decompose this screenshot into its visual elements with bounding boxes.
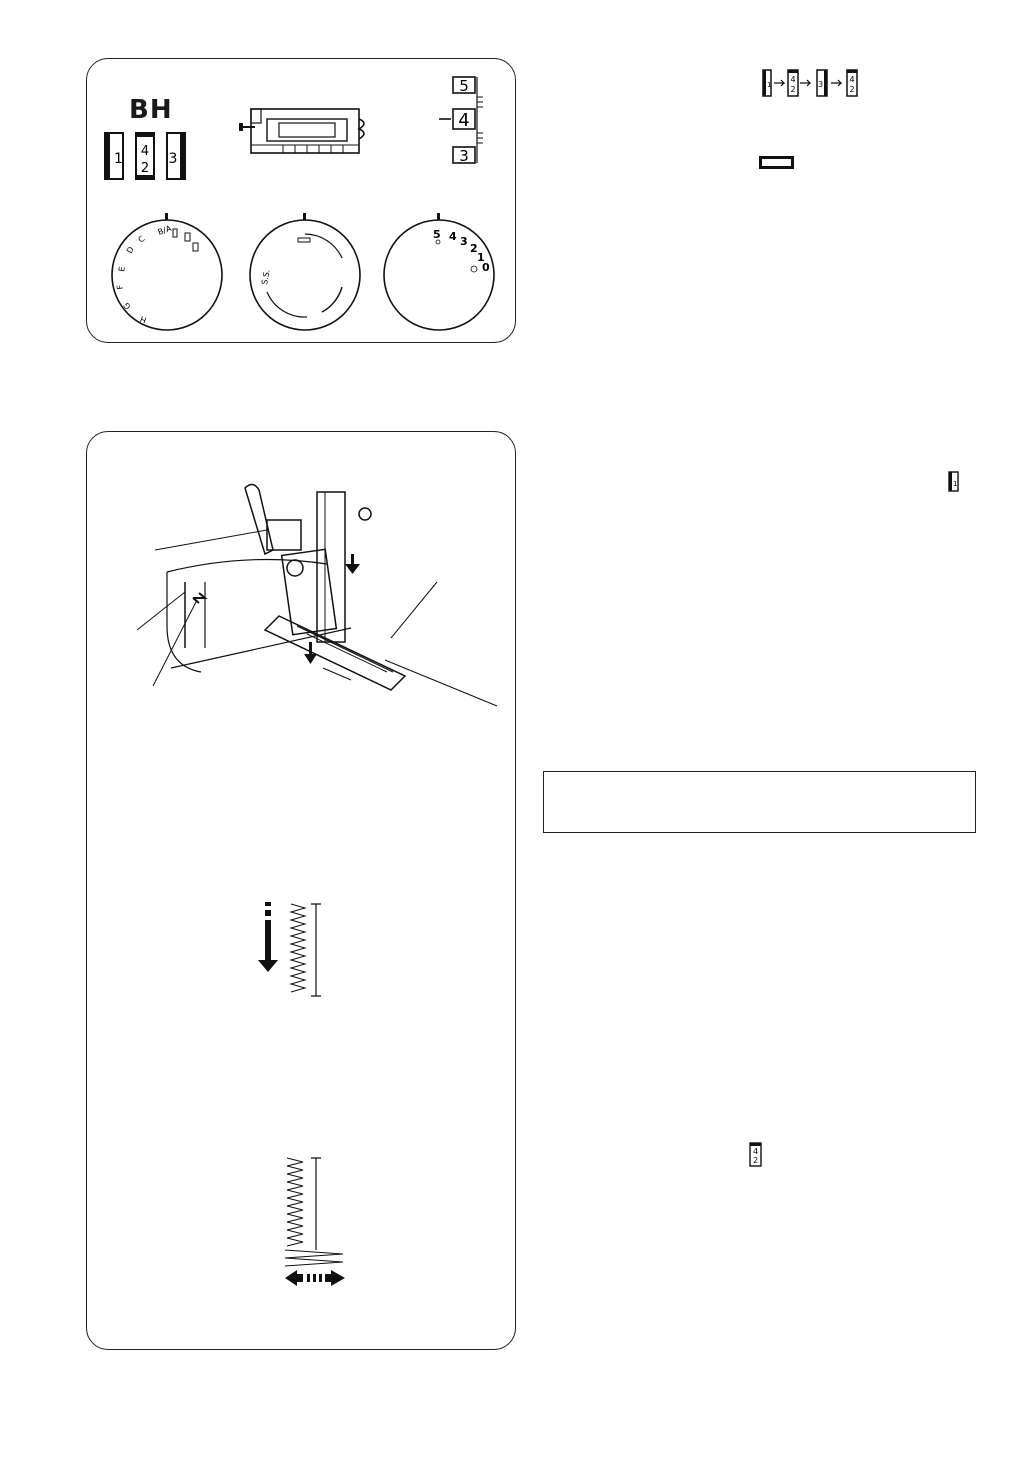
svg-text:F: F xyxy=(115,284,125,291)
svg-text:4: 4 xyxy=(140,144,150,159)
presser-foot-illustration xyxy=(127,472,507,752)
svg-text:1: 1 xyxy=(767,81,772,89)
buttonhole-sequence xyxy=(761,67,873,101)
zigzag-stitch-down-diagram xyxy=(247,898,337,1002)
svg-text:2: 2 xyxy=(470,242,478,255)
svg-text:3: 3 xyxy=(460,235,468,248)
svg-text:4: 4 xyxy=(752,1147,759,1156)
mode-label: BH xyxy=(129,95,173,125)
buttonhole-shape-icon xyxy=(759,156,795,170)
svg-text:3: 3 xyxy=(459,147,469,165)
svg-text:S.S.: S.S. xyxy=(260,268,272,286)
step-3-symbol xyxy=(167,133,185,179)
svg-text:H: H xyxy=(138,314,148,325)
svg-text:3: 3 xyxy=(818,80,824,89)
svg-text:1: 1 xyxy=(953,480,958,488)
svg-text:3: 3 xyxy=(168,151,178,167)
svg-text:B/A: B/A xyxy=(156,223,173,237)
buttonhole-foot-icon xyxy=(239,101,379,159)
svg-text:2: 2 xyxy=(849,85,855,94)
pattern-selector-dial xyxy=(107,209,227,333)
svg-text:0: 0 xyxy=(482,261,490,274)
note-box xyxy=(543,771,976,833)
step-42-symbol xyxy=(136,133,154,179)
step-1-text: 1 xyxy=(114,151,123,167)
svg-text:2: 2 xyxy=(752,1156,759,1165)
bartack-stitch-diagram xyxy=(277,1152,367,1292)
svg-text:D: D xyxy=(124,245,136,255)
svg-text:2: 2 xyxy=(140,161,150,176)
step-1-symbol xyxy=(105,133,123,179)
svg-text:4: 4 xyxy=(458,110,470,131)
svg-text:4: 4 xyxy=(790,75,796,84)
svg-text:4: 4 xyxy=(449,230,457,243)
svg-text:E: E xyxy=(117,265,127,273)
stitch-length-dial xyxy=(245,209,365,333)
foot-scale-gauge xyxy=(439,75,495,167)
stitch-width-dial xyxy=(379,209,499,333)
svg-text:4: 4 xyxy=(849,75,855,84)
svg-text:5: 5 xyxy=(459,77,469,95)
svg-text:2: 2 xyxy=(790,85,796,94)
step-1-inline-icon xyxy=(948,471,960,493)
svg-text:G: G xyxy=(121,300,133,312)
bottom-illustration-panel xyxy=(86,431,516,1350)
svg-text:1: 1 xyxy=(477,251,485,264)
step-42-inline-icon xyxy=(749,1142,763,1168)
top-illustration-panel xyxy=(86,58,516,343)
buttonhole-step-symbols xyxy=(103,131,193,183)
svg-text:5: 5 xyxy=(433,228,441,241)
svg-text:C: C xyxy=(136,234,147,245)
